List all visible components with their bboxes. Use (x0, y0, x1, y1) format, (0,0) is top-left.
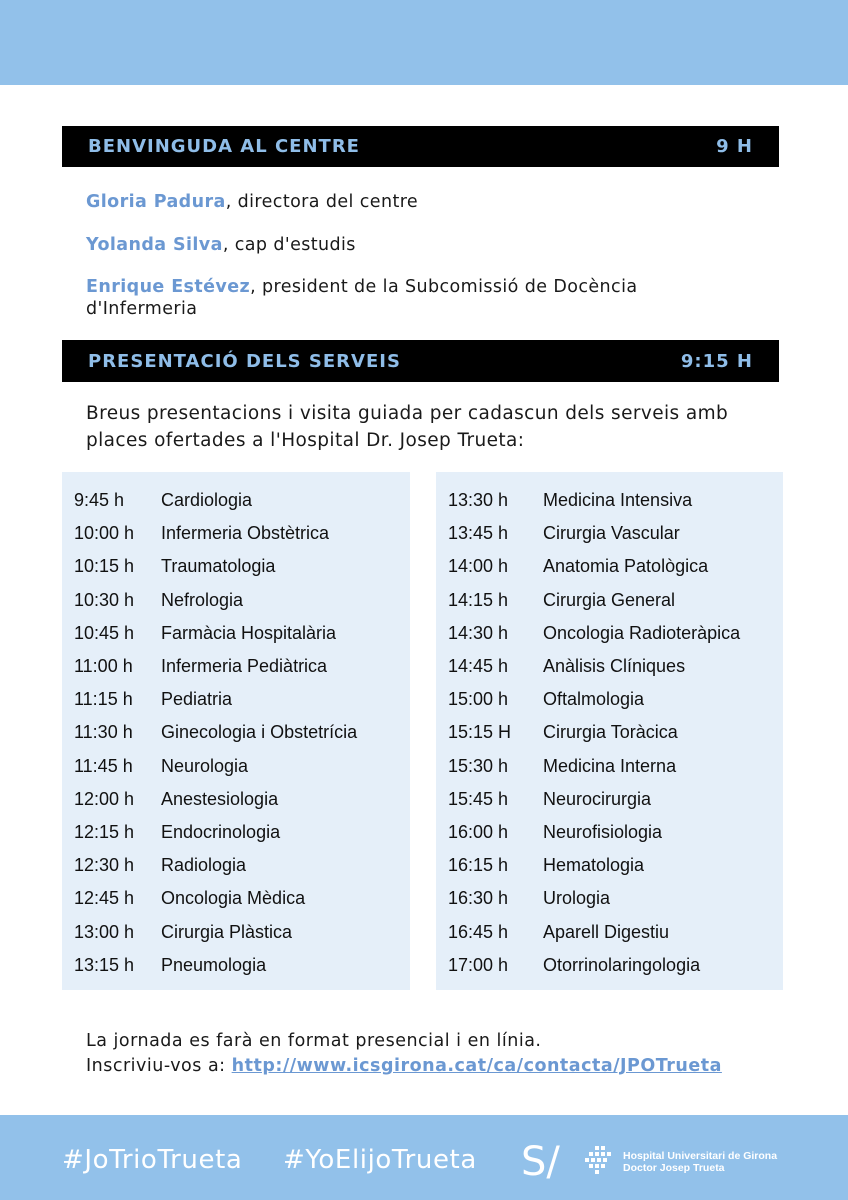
schedule-row (436, 783, 783, 816)
schedule-row (62, 484, 410, 517)
schedule-time: 13:00 h (74, 921, 135, 942)
speaker-role: , president de la Subcomissió de Docència d'Infermeria (86, 277, 638, 319)
schedule-time: 13:30 h (448, 490, 509, 510)
schedule-time: 16:30 h (448, 888, 509, 909)
schedule-row (436, 750, 783, 783)
schedule-time: 16:00 h (448, 822, 509, 842)
schedule-row (436, 683, 783, 716)
schedule-row (436, 517, 783, 550)
schedule-row (62, 949, 410, 982)
schedule-time: 10:15 h (74, 556, 135, 577)
schedule-row (436, 882, 783, 915)
speaker-line (86, 191, 736, 213)
speaker-name: Yolanda Silva (86, 235, 223, 255)
schedule-service: Neurofisiologia (543, 822, 663, 842)
schedule-row (436, 849, 783, 882)
schedule-time: 10:00 h (74, 523, 135, 544)
schedule-service: Neurocirurgia (543, 788, 652, 809)
section-time: 9:15 H (680, 350, 753, 372)
schedule-row (62, 750, 410, 783)
schedule-row (62, 517, 410, 550)
schedule-row (62, 683, 410, 716)
schedule-time: 11:45 h (74, 755, 133, 776)
schedule-service: Nefrologia (161, 589, 244, 610)
hashtag-jotriotrueta: #JoTrioTrueta (62, 1145, 243, 1175)
schedule-row (62, 882, 410, 915)
schedule-service: Cirurgia Vascular (543, 523, 680, 544)
schedule-service: Medicina Interna (543, 755, 677, 776)
schedule-service: Urologia (543, 888, 611, 909)
speaker-line (86, 276, 736, 320)
schedule-time: 12:15 h (74, 822, 135, 842)
hospital-name-line1: Hospital Universitari de Girona (623, 1150, 778, 1162)
schedule-time: 16:15 h (448, 855, 509, 876)
schedule-row (62, 650, 410, 683)
schedule-service: Traumatologia (161, 556, 276, 577)
schedule-time: 15:00 h (448, 689, 509, 710)
schedule-service: Oftalmologia (543, 689, 645, 710)
schedule-row (62, 783, 410, 816)
schedule-service: Neurologia (161, 755, 249, 776)
hospital-name-line2: Doctor Josep Trueta (623, 1162, 725, 1174)
schedule-service: Oncologia Mèdica (161, 888, 306, 909)
schedule-row (436, 949, 783, 982)
schedule-time: 14:00 h (448, 556, 509, 577)
speaker-line (86, 234, 736, 256)
schedule-row (62, 716, 410, 749)
schedule-row (436, 916, 783, 949)
schedule-time: 16:45 h (448, 921, 509, 942)
schedule-row (62, 849, 410, 882)
section-header-welcome (62, 126, 779, 167)
schedule-row (62, 916, 410, 949)
schedule-service: Cirurgia Toràcica (543, 722, 678, 743)
schedule-row (436, 716, 783, 749)
section-title: PRESENTACIÓ DELS SERVEIS (88, 350, 401, 372)
schedule-row (436, 550, 783, 583)
hashtag-yoelijotrueta: #YoElijoTrueta (283, 1145, 477, 1175)
top-band (0, 0, 848, 85)
schedule-row (436, 816, 783, 849)
schedule-time: 12:00 h (74, 788, 135, 809)
schedule-panel-right (436, 472, 783, 990)
schedule-service: Cardiologia (161, 490, 253, 510)
schedule-time: 12:30 h (74, 855, 135, 876)
schedule-service: Pediatria (161, 689, 233, 710)
registration-link[interactable]: http://www.icsgirona.cat/ca/contacta/JPOTrueta (231, 1056, 722, 1076)
schedule-service: Anestesiologia (161, 788, 279, 809)
speaker-name: Gloria Padura (86, 192, 226, 212)
schedule-service: Radiologia (161, 855, 247, 876)
schedule-time: 9:45 h (74, 490, 125, 510)
schedule-time: 14:15 h (448, 589, 509, 610)
schedule-row (62, 617, 410, 650)
schedule-service: Cirurgia Plàstica (161, 921, 293, 942)
schedule-service: Otorrinolaringologia (543, 954, 701, 975)
schedule-time: 15:45 h (448, 788, 509, 809)
schedule-time: 11:30 h (74, 722, 133, 743)
schedule-service: Medicina Intensiva (543, 490, 693, 510)
section-time: 9 H (716, 136, 753, 157)
schedule-row (62, 816, 410, 849)
schedule-service: Anàlisis Clíniques (543, 656, 686, 676)
schedule-row (436, 617, 783, 650)
schedule-service: Hematologia (543, 855, 645, 876)
schedule-time: 15:30 h (448, 755, 509, 776)
speaker-name: Enrique Estévez (86, 277, 251, 297)
schedule-time: 13:45 h (448, 523, 509, 544)
s-logo-text: S/ (521, 1139, 560, 1185)
schedule-time: 11:00 h (74, 656, 133, 676)
footer-registration-label: Inscriviu-vos a: (86, 1056, 232, 1076)
section-title: BENVINGUDA AL CENTRE (88, 136, 360, 157)
schedule-service: Infermeria Obstètrica (161, 523, 330, 544)
schedule-time: 10:30 h (74, 589, 135, 610)
schedule-time: 13:15 h (74, 954, 135, 975)
schedule-row (62, 550, 410, 583)
speaker-role: , directora del centre (225, 192, 419, 212)
s-slash-logo (521, 1135, 571, 1185)
schedule-time: 14:45 h (448, 656, 509, 676)
schedule-service: Infermeria Pediàtrica (161, 656, 328, 676)
schedule-service: Pneumologia (161, 954, 267, 975)
footer-registration (86, 1056, 722, 1076)
schedule-panel-left (62, 472, 410, 990)
schedule-row (436, 584, 783, 617)
section-header-services (62, 340, 779, 382)
schedule-service: Cirurgia General (543, 589, 676, 610)
footer-format-note: La jornada es farà en format presencial i en línia. (86, 1031, 542, 1051)
schedule-time: 10:45 h (74, 622, 135, 643)
schedule-row (436, 484, 783, 517)
schedule-time: 14:30 h (448, 622, 509, 643)
schedule-service: Aparell Digestiu (543, 921, 670, 942)
hospital-name (623, 1150, 777, 1174)
schedule-service: Anatomia Patològica (543, 556, 709, 577)
schedule-time: 15:15 H (448, 722, 512, 743)
schedule-time: 12:45 h (74, 888, 135, 909)
schedule-service: Oncologia Radioteràpica (543, 622, 741, 643)
hospital-cross-logo-icon (585, 1146, 615, 1176)
intro-text: Breus presentacions i visita guiada per cadascun dels serveis amb places ofertades a l'Hospital Dr. Josep Trueta: (86, 403, 729, 451)
schedule-row (62, 584, 410, 617)
schedule-service: Farmàcia Hospitalària (161, 622, 337, 643)
schedule-service: Endocrinologia (161, 822, 281, 842)
schedule-service: Ginecologia i Obstetrícia (161, 722, 358, 743)
schedule-row (436, 650, 783, 683)
schedule-time: 17:00 h (448, 954, 509, 975)
speaker-role: , cap d'estudis (222, 235, 356, 255)
schedule-time: 11:15 h (74, 689, 133, 710)
